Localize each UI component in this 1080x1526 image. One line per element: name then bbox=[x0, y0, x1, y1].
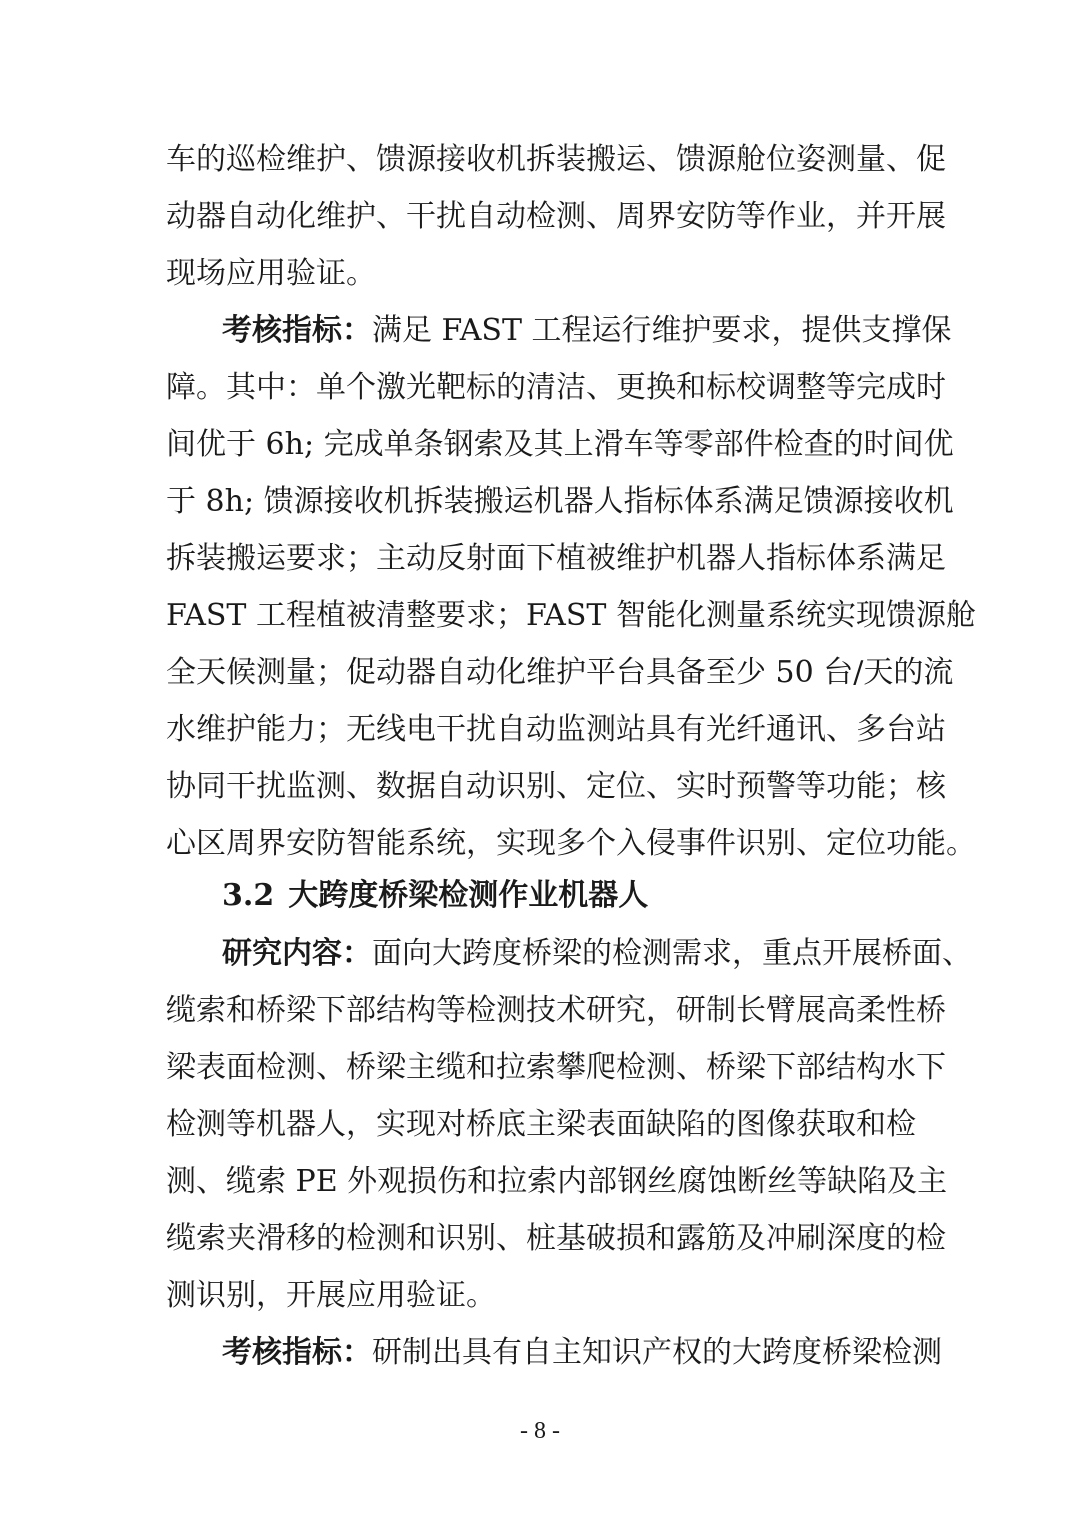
body-text-line: 现场应用验证。 bbox=[166, 256, 376, 291]
body-text: 研制出具有自主知识产权的大跨度桥梁检测 bbox=[372, 1335, 942, 1370]
section-title: 大跨度桥梁检测作业机器人 bbox=[288, 878, 649, 913]
body-text-line: 间优于 6h; 完成单条钢索及其上滑车等零部件检查的时间优 bbox=[166, 427, 954, 462]
body-text-line: 车的巡检维护、馈源接收机拆装搬运、馈源舱位姿测量、促 bbox=[166, 142, 946, 177]
body-text-line: 缆索夹滑移的检测和识别、桩基破损和露筋及冲刷深度的检 bbox=[166, 1221, 946, 1256]
body-text-line: 缆索和桥梁下部结构等检测技术研究，研制长臂展高柔性桥 bbox=[166, 993, 946, 1028]
body-text-line: 协同干扰监测、数据自动识别、定位、实时预警等功能；核 bbox=[166, 769, 946, 804]
assessment-label: 考核指标： bbox=[222, 313, 372, 348]
body-text-line: 测、缆索 PE 外观损伤和拉索内部钢丝腐蚀断丝等缺陷及主 bbox=[166, 1164, 948, 1199]
body-text-line: 水维护能力；无线电干扰自动监测站具有光纤通讯、多台站 bbox=[166, 712, 946, 747]
body-text: 满足 FAST 工程运行维护要求，提供支撑保 bbox=[372, 313, 952, 348]
body-text: 面向大跨度桥梁的检测需求，重点开展桥面、 bbox=[372, 936, 972, 971]
assessment-label: 考核指标： bbox=[222, 1335, 372, 1370]
assessment-paragraph-start bbox=[222, 303, 952, 359]
body-text-line: 梁表面检测、桥梁主缆和拉索攀爬检测、桥梁下部结构水下 bbox=[166, 1050, 946, 1085]
body-text-line: 于 8h; 馈源接收机拆装搬运机器人指标体系满足馈源接收机 bbox=[166, 484, 954, 519]
page-number: - 8 - bbox=[520, 1418, 560, 1444]
research-label: 研究内容： bbox=[222, 936, 372, 971]
body-text-line: 动器自动化维护、干扰自动检测、周界安防等作业，并开展 bbox=[166, 199, 946, 234]
section-heading bbox=[222, 868, 648, 924]
assessment-paragraph-start bbox=[222, 1325, 942, 1381]
body-text-line: 检测等机器人，实现对桥底主梁表面缺陷的图像获取和检 bbox=[166, 1107, 916, 1142]
body-text-line: 测识别，开展应用验证。 bbox=[166, 1278, 496, 1313]
body-text-line: 拆装搬运要求；主动反射面下植被维护机器人指标体系满足 bbox=[166, 541, 946, 576]
body-text-line: 心区周界安防智能系统，实现多个入侵事件识别、定位功能。 bbox=[166, 826, 976, 861]
research-paragraph-start bbox=[222, 926, 972, 982]
body-text-line: FAST 工程植被清整要求；FAST 智能化测量系统实现馈源舱 bbox=[166, 598, 976, 633]
section-number: 3.2 bbox=[222, 878, 275, 913]
body-text-line: 障。其中：单个激光靶标的清洁、更换和标校调整等完成时 bbox=[166, 370, 946, 405]
body-text-line: 全天候测量；促动器自动化维护平台具备至少 50 台/天的流 bbox=[166, 655, 954, 690]
